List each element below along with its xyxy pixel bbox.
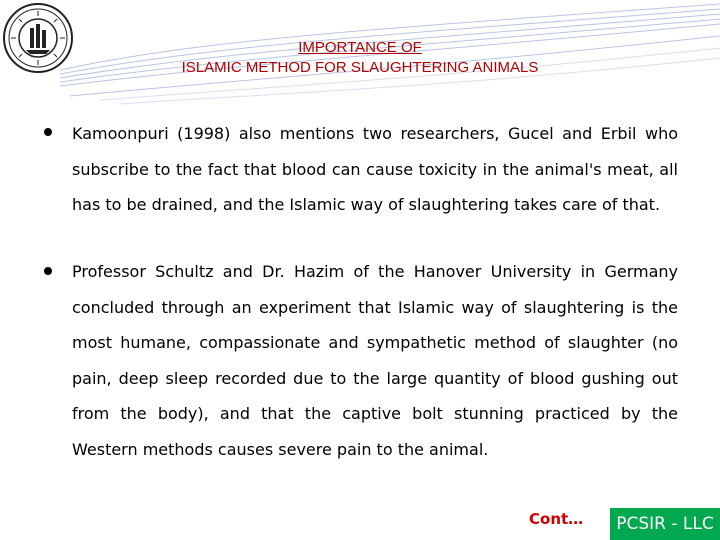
bullet-text: Professor Schultz and Dr. Hazim of the Hanover University in Germany concluded through an experiment that Islamic way of slaughtering is the most humane, compassionate and sympathetic method of slaughter (no pain, deep sleep recorded due to the large quantity of blood gushing out from the body), and that the captive bolt stunning practiced by the Western methods causes severe pain to the animal. [72,262,678,459]
bullet-dot-icon [44,128,52,136]
continue-label: Cont… [529,510,584,528]
brand-label: PCSIR - LLC [610,508,720,540]
bullet-dot-icon [44,267,52,275]
slide-title-line1: IMPORTANCE OF [298,39,422,56]
slide-title-line2: ISLAMIC METHOD FOR SLAUGHTERING ANIMALS [181,59,539,76]
bullet-text: Kamoonpuri (1998) also mentions two researchers, Gucel and Erbil who subscribe to the fact that blood can cause toxicity in the animal's meat, all has to be drained, and the Islamic way of slaughtering takes care of that. [72,124,678,214]
slide-title [60,38,660,78]
